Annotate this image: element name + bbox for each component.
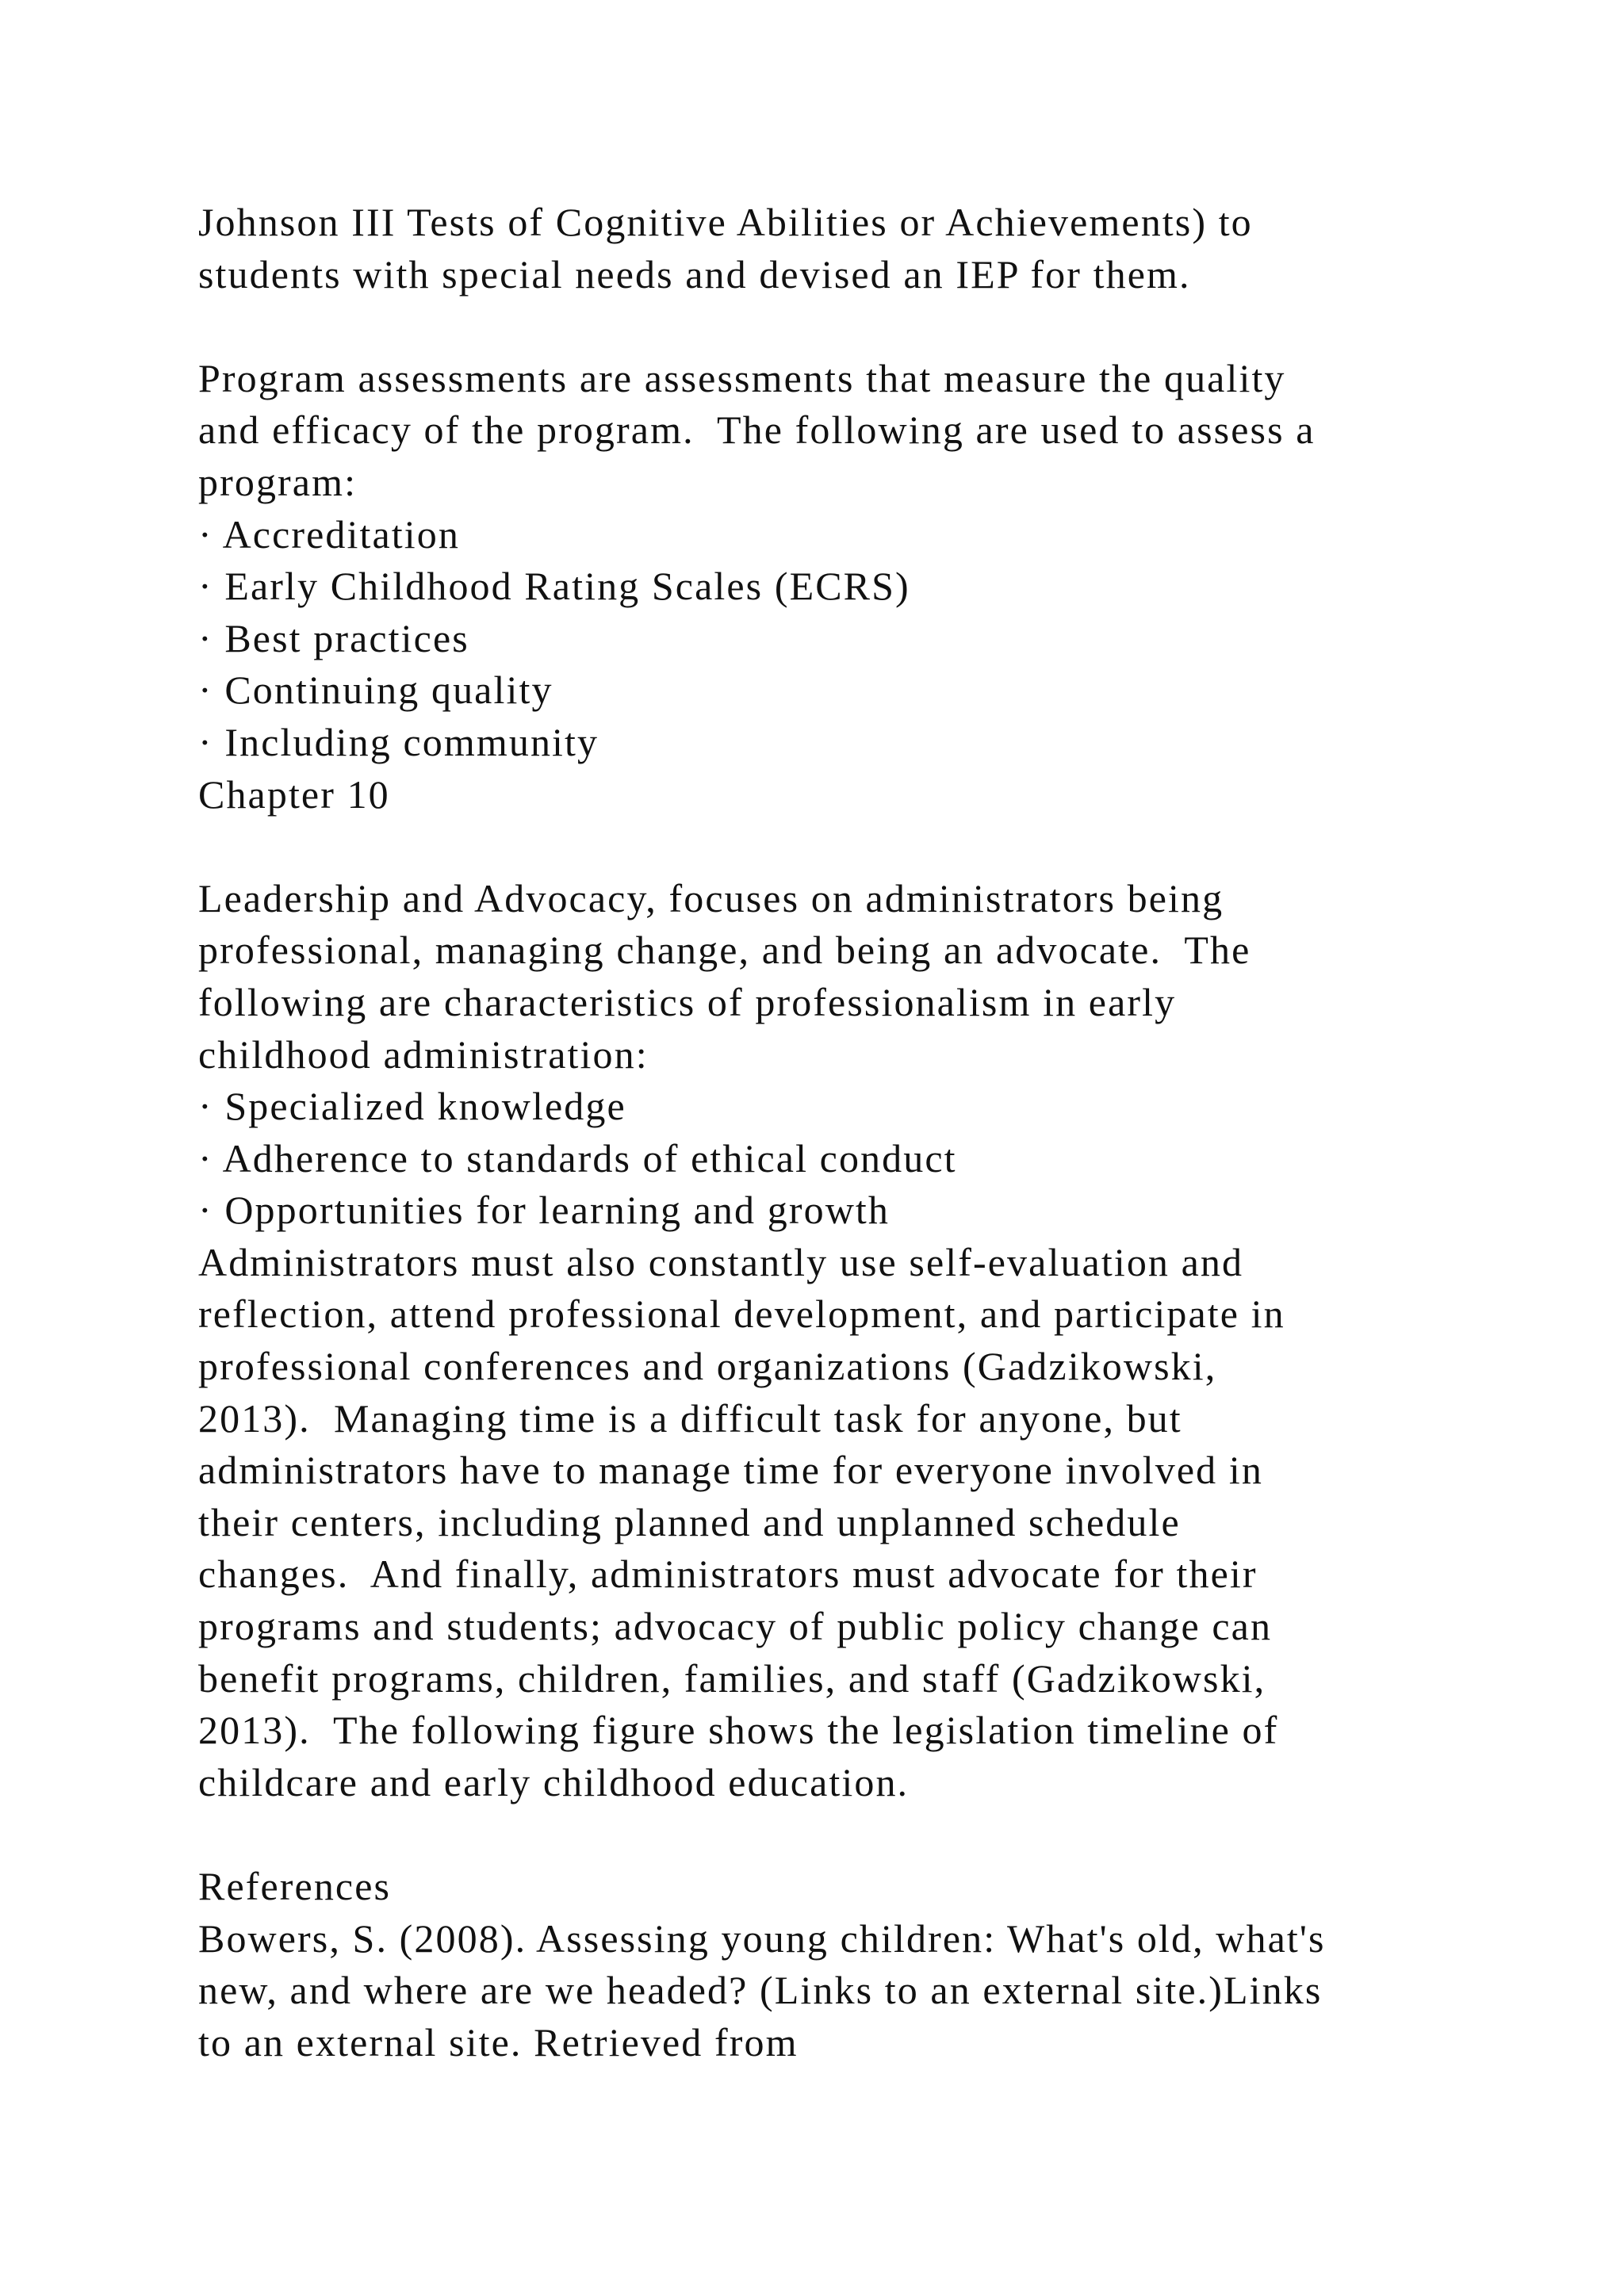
- text-line: childcare and early childhood education.: [198, 1759, 910, 1804]
- text-line: new, and where are we headed? (Links to an external site.)Links: [198, 1968, 1323, 2013]
- program-assessment-list: [198, 509, 1507, 769]
- text-line: Program assessments are assessments that measure the quality: [198, 355, 1286, 400]
- references-heading: References: [198, 1864, 392, 1908]
- document-page: [198, 197, 1507, 2068]
- professionalism-list: [198, 1081, 1507, 1237]
- text-line: 2013). Managing time is a difficult task for anyone, but: [198, 1395, 1182, 1441]
- text-line: administrators have to manage time for everyone involved in: [198, 1448, 1263, 1493]
- bullet-item: · Adherence to standards of ethical conduct: [198, 1135, 957, 1181]
- text-line: students with special needs and devised an IEP for them.: [198, 251, 1191, 297]
- text-line: following are characteristics of professionalism in early: [198, 979, 1177, 1024]
- administrators-paragraph: [198, 1237, 1507, 1809]
- text-line: Leadership and Advocacy, focuses on administrators being: [198, 875, 1224, 920]
- text-line: reflection, attend professional development, and participate in: [198, 1292, 1285, 1337]
- text-line: 2013). The following figure shows the legislation timeline of: [198, 1708, 1279, 1753]
- intro-paragraph: [198, 197, 1507, 300]
- text-line: Bowers, S. (2008). Assessing young children: What's old, what's: [198, 1915, 1326, 1961]
- bullet-item: · Specialized knowledge: [198, 1084, 626, 1129]
- text-line: benefit programs, children, families, and staff (Gadzikowski,: [198, 1655, 1266, 1701]
- text-line: Administrators must also constantly use self-evaluation and: [198, 1239, 1244, 1284]
- paragraph-spacer: [198, 1808, 1507, 1861]
- reference-entry: [198, 1913, 1507, 2069]
- text-line: program:: [198, 459, 358, 504]
- text-line: and efficacy of the program. The following are used to assess a: [198, 408, 1316, 453]
- text-line: professional conferences and organizations (Gadzikowski,: [198, 1344, 1217, 1389]
- program-assessment-paragraph: [198, 353, 1507, 509]
- paragraph-spacer: [198, 821, 1507, 873]
- bullet-item: · Including community: [198, 719, 599, 764]
- text-line: Johnson III Tests of Cognitive Abilities or Achievements) to: [198, 200, 1253, 244]
- text-line: childhood administration:: [198, 1031, 649, 1077]
- bullet-item: · Continuing quality: [198, 668, 553, 713]
- bullet-item: · Best practices: [198, 615, 469, 660]
- bullet-item: · Accreditation: [198, 511, 460, 557]
- text-line: their centers, including planned and unplanned schedule: [198, 1499, 1181, 1544]
- bullet-item: · Opportunities for learning and growth: [198, 1188, 890, 1233]
- text-line: programs and students; advocacy of public policy change can: [198, 1604, 1273, 1649]
- leadership-paragraph: [198, 873, 1507, 1081]
- paragraph-spacer: [198, 300, 1507, 353]
- text-line: professional, managing change, and being an advocate. The: [198, 928, 1251, 973]
- chapter-heading: Chapter 10: [198, 771, 390, 817]
- text-line: changes. And finally, administrators must advocate for their: [198, 1552, 1258, 1597]
- text-line: to an external site. Retrieved from: [198, 2019, 799, 2064]
- bullet-item: · Early Childhood Rating Scales (ECRS): [198, 564, 910, 609]
